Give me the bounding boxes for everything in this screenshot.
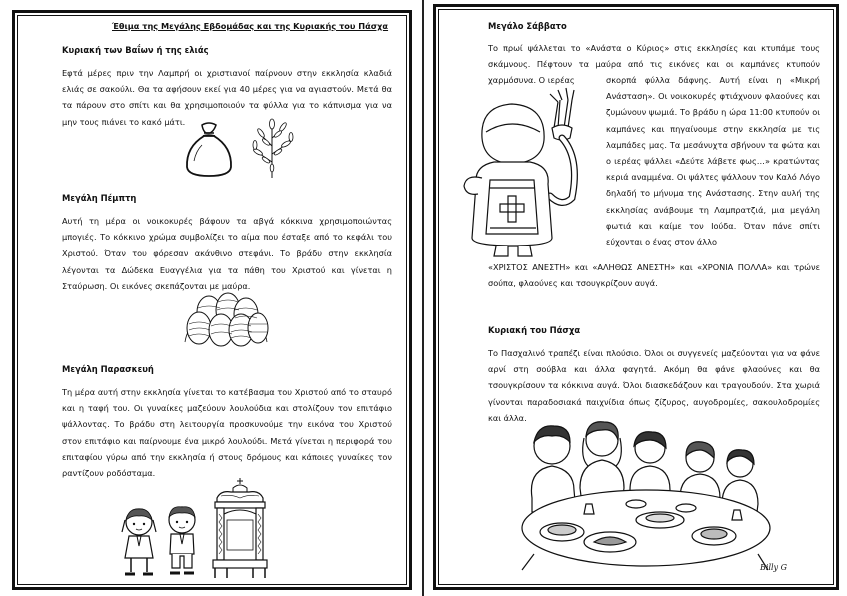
- heading-palm-sunday: Κυριακή των Βαΐων ή της ελιάς: [62, 45, 209, 55]
- heading-holy-thursday: Μεγάλη Πέμπτη: [62, 193, 137, 203]
- text-holy-thursday: Αυτή τη μέρα οι νοικοκυρές βάφουν τα αβγά κόκκινα χρησιμοποιώντας μπογιές. Το κόκκινο χρώμα συμβολίζει το αίμα που έσταξε από το κεφάλι του Χριστού. Όταν του φόρεσαν ακάνθινο στεφάνι. Το βράδυ στην εκκλησία λέγονται τα Δώδεκα Ευαγγέλια για τα πάθη του Χριστού και γίνεται η Σταύρωση. Οι εικόνες σκεπάζονται με μαύρα.: [62, 216, 392, 291]
- priest-icon: [462, 88, 590, 258]
- page-divider: [422, 0, 424, 596]
- praying-boy-icon: [162, 504, 202, 578]
- left-page: [0, 0, 422, 596]
- epitaph-icon: [211, 476, 269, 580]
- right-page: [425, 0, 847, 596]
- sack-icon: [184, 121, 234, 177]
- text-holy-saturday-top: Το πρωί ψάλλεται το «Ανάστα ο Κύριος» στις εκκλησίες και κτυπάμε τους σκάμνους. Πέφτουν τα μαύρα από τις εικόνες και οι καμπάνες κτυπούν χαρμόσυνα. Ο ιερέας: [488, 43, 820, 86]
- text-easter-sunday: Το Πασχαλινό τραπέζι είναι πλούσιο. Όλοι οι συγγενείς μαζεύονται για να φάνε αρνί στη σούβλα και άλλα φαγητά. Ακόμη θα φάνε φλαούνες και θα τσουγκρίσουν τα κόκκινα αυγά. Όλοι διασκεδάζουν και τραγουδούν. Στα χωριά γίνονται παραδοσιακά παιχνίδια όπως ζίζυρος, αυγοδρομίες, σακουλοδρομίες και άλλα.: [488, 348, 820, 423]
- text-good-friday: Τη μέρα αυτή στην εκκλησία γίνεται το κατέβασμα του Χριστού από το σταυρό και η ταφή του. Οι γυναίκες μαζεύουν λουλούδια και στολίζουν τον επιτάφιο ψάλλοντας. Το βράδυ στη λειτουργία προσκυνούμε την εικόνα του Χριστού στον επιτάφιο και παίρνουμε ένα μικρό λουλούδι. Μετά γίνεται η περιφορά του επιταφίου γύρω από την εκκλησία ή στους δρόμους και κάποιες γυναίκες τον ραντίζουν ροδόσταμα.: [62, 387, 392, 479]
- page-title: Έθιμα της Μεγάλης Εβδομάδας και της Κυριακής του Πάσχα: [112, 21, 389, 31]
- easter-eggs-icon: [183, 290, 269, 348]
- text-holy-saturday-bottom: «ΧΡΙΣΤΟΣ ΑΝΕΣΤΗ» και «ΑΛΗΘΩΣ ΑΝΕΣΤΗ» και «ΧΡΟΝΙΑ ΠΟΛΛΑ» και τρώνε σούπα, φλαούνες και τσουγκρίζουν αυγά.: [488, 262, 820, 289]
- heading-easter-sunday: Κυριακή του Πάσχα: [488, 325, 581, 335]
- olive-branch-icon: [250, 118, 296, 180]
- praying-girl-icon: [119, 506, 159, 578]
- heading-good-friday: Μεγάλη Παρασκευή: [62, 364, 154, 374]
- text-palm-sunday: Εφτά μέρες πριν την Λαμπρή οι χριστιανοί παίρνουν στην εκκλησία κλαδιά ελιάς σε σακούλι. Θα τα αφήσουν εκεί για 40 μέρες για να αγιαστούν. Μετά θα τα πάρουν στο σπίτι και θα χρησιμοποιούν τα φύλλα για το κάπνισμα για να μην τους πιάνει το κακό μάτι.: [62, 68, 392, 127]
- artist-signature: Billy G: [760, 563, 788, 572]
- text-holy-saturday-wrap: σκορπά φύλλα δάφνης. Αυτή είναι η «Μικρή Ανάσταση». Οι νοικοκυρές φτιάχνουν φλαούνες και ζυμώνουν ψωμιά. Το βράδυ η ώρα 11:00 κτυπούν οι καμπάνες και πηγαίνουμε στην εκκλησία με τις λαμπάδες μας. Τα μεσάνυχτα σβήνουν τα φώτα και ο ιερέας ψάλλει «Δεύτε λάβετε φως…» κρατώντας κεριά αναμμένα. Οι ψάλτες ψάλλουν τον Καλό Λόγο δηλαδή το μήνυμα της Ανάστασης. Στην αυλή της εκκλησίας ανάβουμε τη Λαμπρατζιά, μια μεγάλη φωτιά και καίμε τον Ιούδα. Όταν πάνε σπίτι εύχονται ο ένας στον άλλο: [606, 75, 820, 248]
- family-dinner-icon: [518, 420, 770, 570]
- heading-holy-saturday: Μεγάλο Σάββατο: [488, 21, 567, 31]
